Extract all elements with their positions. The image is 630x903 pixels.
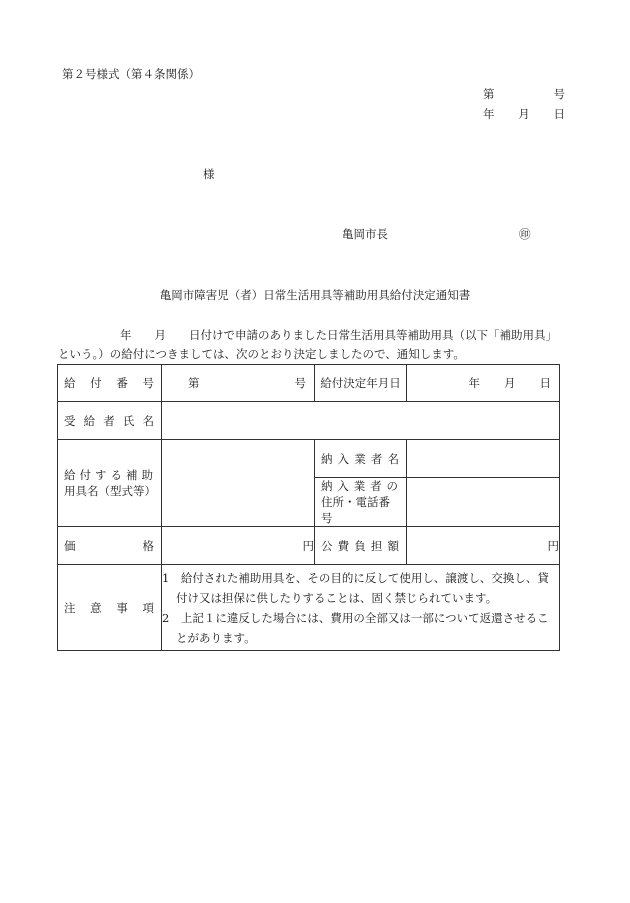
intro-line-1: 年 月 日付けで申請のありました日常生活用具等補助用具（以下「補助用具」 xyxy=(120,328,557,342)
label-char: 者 xyxy=(103,413,115,428)
kouhi-label-cell xyxy=(315,527,407,565)
label-char: 受 xyxy=(64,413,76,428)
seal-mark: ㊞ xyxy=(519,227,531,241)
label-char: 納 xyxy=(321,451,333,466)
label-char: 名 xyxy=(142,413,154,428)
label-char: 給 xyxy=(83,413,96,428)
label-char: 担 xyxy=(370,538,383,553)
label-char: 付 xyxy=(90,376,102,390)
kyufu-bangou-value-cell[interactable] xyxy=(162,365,315,402)
document-title: 亀岡市障害児（者）日常生活用具等補助用具給付決定通知書 xyxy=(159,288,471,302)
label-char: 者 xyxy=(370,479,382,493)
kettei-month: 月 xyxy=(504,376,516,390)
label-char: 負 xyxy=(354,538,366,553)
label-char: 入 xyxy=(337,479,349,493)
vendor-address-label-line2: 住所・電話番号 xyxy=(321,495,390,525)
note-item-1: 1 給付された補助用具を、その目的に反して使用し、譲渡し、交換し、貸付け又は担保に供したりすることは、固く禁じられています。 xyxy=(162,570,549,605)
issue-date xyxy=(483,106,565,122)
label-char: 納 xyxy=(321,479,333,493)
label-char: 名 xyxy=(387,451,399,466)
kettei-date-value-cell[interactable] xyxy=(407,365,560,402)
label-char: 助 xyxy=(141,468,153,482)
yogu-name-label-cell xyxy=(58,440,162,527)
kakaku-value-cell[interactable] xyxy=(162,527,315,565)
label-char: 価 xyxy=(64,538,76,553)
kakaku-unit: 円 xyxy=(302,538,314,553)
decision-table xyxy=(57,364,560,651)
vendor-address-label-cell xyxy=(315,478,407,527)
notes-label-cell xyxy=(58,565,162,651)
kouhi-value-cell[interactable] xyxy=(407,527,560,565)
label-char: る xyxy=(110,468,122,482)
doc-number-suffix: 号 xyxy=(553,87,565,101)
issue-year-label: 年 xyxy=(483,107,495,121)
kouhi-unit: 円 xyxy=(547,538,559,553)
label-char: 業 xyxy=(354,451,366,466)
label-char: 意 xyxy=(90,600,102,615)
jukyusha-value-cell[interactable] xyxy=(162,402,560,440)
label-char: 事 xyxy=(116,600,128,615)
document-number xyxy=(483,86,565,102)
recipient-suffix: 様 xyxy=(203,167,215,181)
label-char: 入 xyxy=(337,451,350,466)
label-char: 者 xyxy=(370,451,383,466)
row-kakaku xyxy=(58,527,560,565)
label-char: 注 xyxy=(64,600,76,615)
label-char: 氏 xyxy=(122,413,135,428)
kettei-date-label-cell xyxy=(315,365,407,402)
kakaku-label-cell xyxy=(58,527,162,565)
label-char: 付 xyxy=(79,468,91,482)
vendor-address-value-cell[interactable] xyxy=(407,478,560,527)
label-char: 費 xyxy=(337,538,350,553)
notes-content-cell xyxy=(162,565,560,651)
kyufu-bangou-suffix: 号 xyxy=(294,376,306,390)
label-char: 番 xyxy=(116,376,128,390)
kettei-year: 年 xyxy=(468,376,480,390)
note-item-2: 2 上記１に違反した場合には、費用の全部又は一部について返還させることがあります。 xyxy=(162,610,549,645)
yogu-name-label-line2: 用具名（型式等） xyxy=(64,484,156,498)
label-char: 号 xyxy=(142,376,154,390)
label-char: 格 xyxy=(142,538,154,553)
doc-number-prefix: 第 xyxy=(483,87,495,101)
vendor-name-label-cell xyxy=(315,440,407,478)
label-char: 項 xyxy=(142,600,154,615)
row-notes xyxy=(58,565,560,651)
label-char: す xyxy=(95,468,107,482)
label-char: 業 xyxy=(353,479,366,493)
label-char: の xyxy=(386,479,398,493)
form-number-label: 第２号様式（第４条関係） xyxy=(62,67,200,81)
label-char: 公 xyxy=(321,538,333,553)
label-char: 額 xyxy=(387,538,399,553)
row-vendor-name xyxy=(58,440,560,478)
label-char: 補 xyxy=(126,468,138,482)
jukyusha-label-cell xyxy=(58,402,162,440)
kyufu-bangou-prefix: 第 xyxy=(188,376,200,390)
sender-name: 亀岡市長 xyxy=(342,227,388,241)
label-char: 給 xyxy=(64,376,76,390)
kyufu-bangou-label-cell xyxy=(58,365,162,402)
intro-line-2: という。）の給付につきましては、次のとおり決定しましたので、通知します。 xyxy=(58,347,465,361)
row-jukyusha xyxy=(58,402,560,440)
yogu-name-value-cell[interactable] xyxy=(162,440,315,527)
issue-month-label: 月 xyxy=(518,107,530,121)
issue-day-label: 日 xyxy=(553,107,565,121)
kettei-day: 日 xyxy=(539,376,551,390)
row-kyufu-bangou xyxy=(58,365,560,402)
label-char: 給 xyxy=(64,468,76,482)
vendor-name-value-cell[interactable] xyxy=(407,440,560,478)
kettei-date-label: 給付決定年月日 xyxy=(320,376,401,390)
